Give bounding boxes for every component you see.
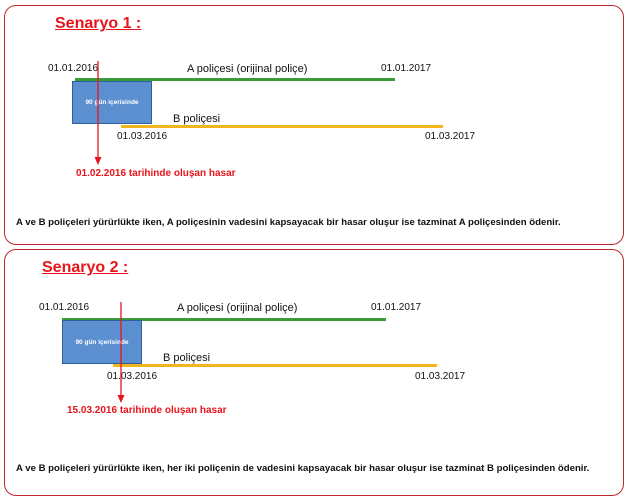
scenario-1-title: Senaryo 1 : bbox=[55, 15, 142, 32]
damage-label: 15.03.2016 tarihinde oluşan hasar bbox=[67, 405, 227, 416]
policy-b-line bbox=[121, 125, 443, 128]
policy-a-end-date: 01.01.2017 bbox=[371, 302, 422, 313]
90-day-window-box bbox=[72, 81, 152, 124]
scenario-2-panel bbox=[4, 249, 624, 496]
policy-a-start-date: 01.01.2016 bbox=[39, 302, 90, 313]
damage-label: 01.02.2016 tarihinde oluşan hasar bbox=[76, 168, 236, 179]
policy-a-start-date: 01.01.2016 bbox=[48, 63, 99, 74]
90-day-window-label: 90 gün içerisinde bbox=[75, 338, 129, 346]
policy-b-label: B poliçesi bbox=[173, 113, 221, 125]
policy-b-label: B poliçesi bbox=[163, 352, 211, 364]
policy-b-end-date: 01.03.2017 bbox=[425, 131, 476, 142]
scenario-description: A ve B poliçeleri yürürlükte iken, her iki poliçenin de vadesini kapsayacak bir hasar oluşur ise tazminat B poliçesinden ödenir. bbox=[16, 463, 590, 474]
scenario-2-title: Senaryo 2 : bbox=[42, 259, 129, 276]
90-day-window-label: 90 gün içerisinde bbox=[85, 99, 139, 106]
scenario-description: A ve B poliçeleri yürürlükte iken, A poliçesinin vadesini kapsayacak bir hasar oluşur ise tazminat A poliçesinden ödenir. bbox=[16, 217, 561, 228]
policy-b-end-date: 01.03.2017 bbox=[415, 371, 466, 382]
policy-b-line bbox=[113, 364, 437, 367]
damage-arrow bbox=[116, 302, 126, 404]
policy-b-start-date: 01.03.2016 bbox=[117, 131, 168, 142]
damage-arrow bbox=[93, 61, 103, 166]
policy-a-label: A poliçesi (orijinal poliçe) bbox=[187, 63, 308, 75]
policy-b-start-date: 01.03.2016 bbox=[107, 371, 158, 382]
90-day-window-box bbox=[62, 320, 142, 364]
policy-a-end-date: 01.01.2017 bbox=[381, 63, 432, 74]
policy-a-label: A poliçesi (orijinal poliçe) bbox=[177, 302, 298, 314]
scenario-1-panel bbox=[4, 5, 624, 245]
